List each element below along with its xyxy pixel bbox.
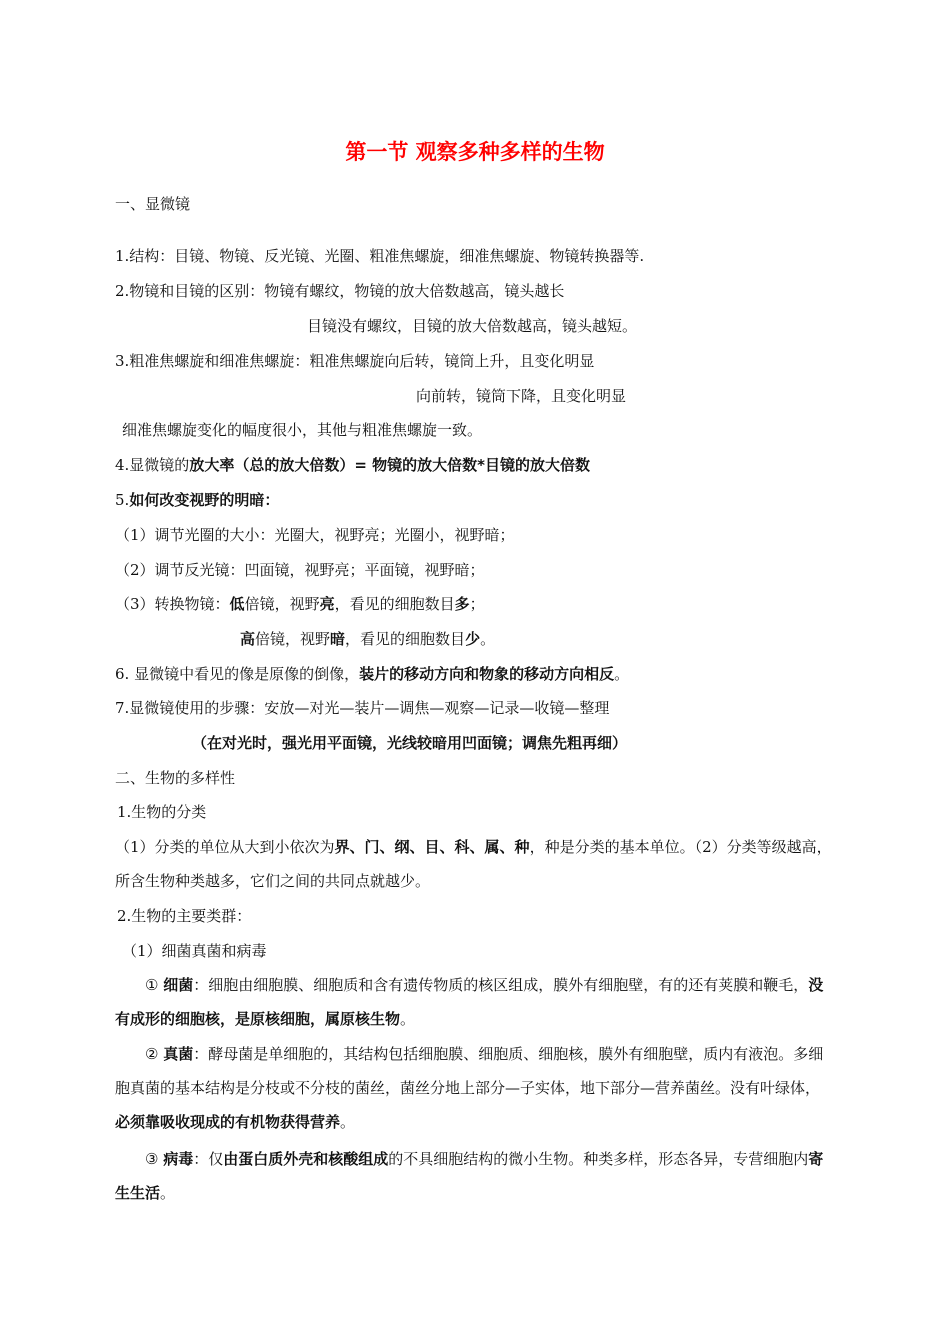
paragraph-classification: （1）分类的单位从大到小依次为界、门、纲、目、科、属、种，种是分类的基本单位。（2）分类等级越高，所含生物种类越多，它们之间的共同点就越少。 xyxy=(115,838,832,890)
section-heading-diversity: 二、生物的多样性 xyxy=(115,769,236,787)
line-mirror: （2）调节反光镜：凹面镜，视野亮；平面镜，视野暗； xyxy=(115,561,485,579)
paragraph-virus: ③ 病毒：仅由蛋白质外壳和核酸组成的不具细胞结构的微小生物。种类多样，形态各异，专营细胞内寄生生活。 xyxy=(115,1150,824,1202)
line-lens-difference: 2.物镜和目镜的区别：物镜有螺纹，物镜的放大倍数越高，镜头越长 xyxy=(115,282,565,300)
paragraph-fungi: ② 真菌：酵母菌是单细胞的，其结构包括细胞膜、细胞质、细胞核，膜外有细胞壁，质内有液泡。多细胞真菌的基本结构是分枝或不分枝的菌丝，菌丝分地上部分—子实体，地下部分—营养菌丝。没有叶绿体，必须靠吸收现成的有机物获得营养。 xyxy=(115,1045,824,1131)
section-heading-microscope: 一、显微镜 xyxy=(115,195,191,213)
line-eyepiece: 目镜没有螺纹，目镜的放大倍数越高，镜头越短。 xyxy=(307,317,638,335)
line-structure: 1.结构：目镜、物镜、反光镜、光圈、粗准焦螺旋，细准焦螺旋、物镜转换器等. xyxy=(115,247,645,265)
line-objective-low: （3）转换物镜：低倍镜，视野亮，看见的细胞数目多； xyxy=(115,595,485,613)
line-objective-high: 高倍镜，视野暗，看见的细胞数目少。 xyxy=(240,630,496,648)
line-usage-steps: 7.显微镜使用的步骤：安放—对光—装片—调焦—观察—记录—收镜—整理 xyxy=(115,699,610,717)
subheading-bacteria-fungi-virus: （1）细菌真菌和病毒 xyxy=(122,942,267,960)
line-magnification: 4.显微镜的放大率（总的放大倍数）= 物镜的放大倍数*目镜的放大倍数 xyxy=(115,456,590,474)
line-aperture: （1）调节光圈的大小：光圈大，视野亮；光圈小，视野暗； xyxy=(115,526,515,544)
line-usage-note: （在对光时，强光用平面镜，光线较暗用凹面镜；调焦先粗再细） xyxy=(192,734,628,752)
subheading-classification: 1.生物的分类 xyxy=(117,803,207,821)
line-coarse-focus: 3.粗准焦螺旋和细准焦螺旋：粗准焦螺旋向后转，镜筒上升，且变化明显 xyxy=(115,352,595,370)
line-brightness-heading: 5.如何改变视野的明暗： xyxy=(115,491,280,509)
line-fine-focus: 细准焦螺旋变化的幅度很小，其他与粗准焦螺旋一致。 xyxy=(122,421,483,439)
paragraph-bacteria: ① 细菌：细胞由细胞膜、细胞质和含有遗传物质的核区组成，膜外有细胞壁，有的还有荚膜和鞭毛，没有成形的细胞核，是原核细胞，属原核生物。 xyxy=(115,976,824,1028)
subheading-main-groups: 2.生物的主要类群： xyxy=(117,907,252,925)
page-title: 第一节 观察多种多样的生物 xyxy=(345,140,605,164)
line-forward-turn: 向前转，镜筒下降，且变化明显 xyxy=(416,387,627,405)
line-inverted-image: 6. 显微镜中看见的像是原像的倒像，装片的移动方向和物象的移动方向相反。 xyxy=(115,665,630,683)
